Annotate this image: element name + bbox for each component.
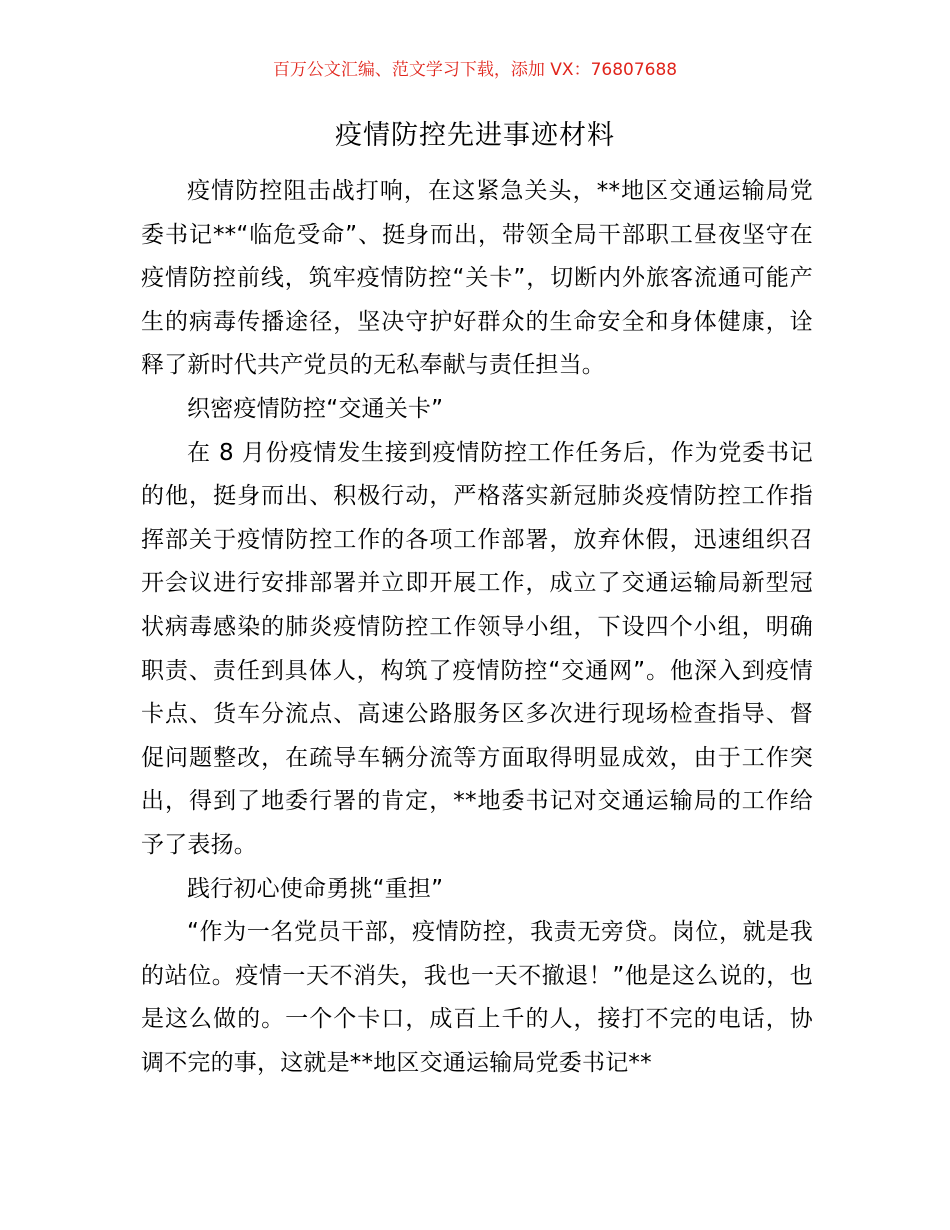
- paragraph-august-work: 在 8 月份疫情发生接到疫情防控工作任务后，作为党委书记的他，挺身而出、积极行动，严格落实新冠肺炎疫情防控工作指挥部关于疫情防控工作的各项工作部署，放弃休假，迅速组织召开会议进行安排部署并立即开展工作，成立了交通运输局新型冠状病毒感染的肺炎疫情防控工作领导小组，下设四个小组，明确职责、责任到具体人，构筑了疫情防控“交通网”。他深入到疫情卡点、货车分流点、高速公路服务区多次进行现场检查指导、督促问题整改，在疏导车辆分流等方面取得明显成效，由于工作突出，得到了地委行署的肯定，**地委书记对交通运输局的工作给予了表扬。: [141, 439, 813, 858]
- paragraph-intro: 疫情防控阻击战打响，在这紧急关头，**地区交通运输局党委书记**“临危受命”、挺身而出，带领全局干部职工昼夜坚守在疫情防控前线，筑牢疫情防控“关卡”，切断内外旅客流通可能产生的病毒传播途径，坚决守护好群众的生命安全和身体健康，诠释了新时代共产党员的无私奉献与责任担当。: [141, 178, 813, 379]
- header-watermark-text: 百万公文汇编、范文学习下载，添加 VX：76807688: [272, 60, 678, 80]
- document-title: 疫情防控先进事迹材料: [335, 120, 615, 151]
- document-body: [141, 170, 813, 1085]
- section-heading-mission: 践行初心使命勇挑“重担”: [187, 875, 444, 902]
- section-heading-traffic-checkpoint: 织密疫情防控“交通关卡”: [187, 395, 444, 422]
- paragraph-quote: “作为一名党员干部，疫情防控，我责无旁贷。岗位，就是我的站位。疫情一天不消失，我也一天不撤退！”他是这么说的，也是这么做的。一个个卡口，成百上千的人，接打不完的电话，协调不完的事，这就是**地区交通运输局党委书记**: [141, 919, 813, 1076]
